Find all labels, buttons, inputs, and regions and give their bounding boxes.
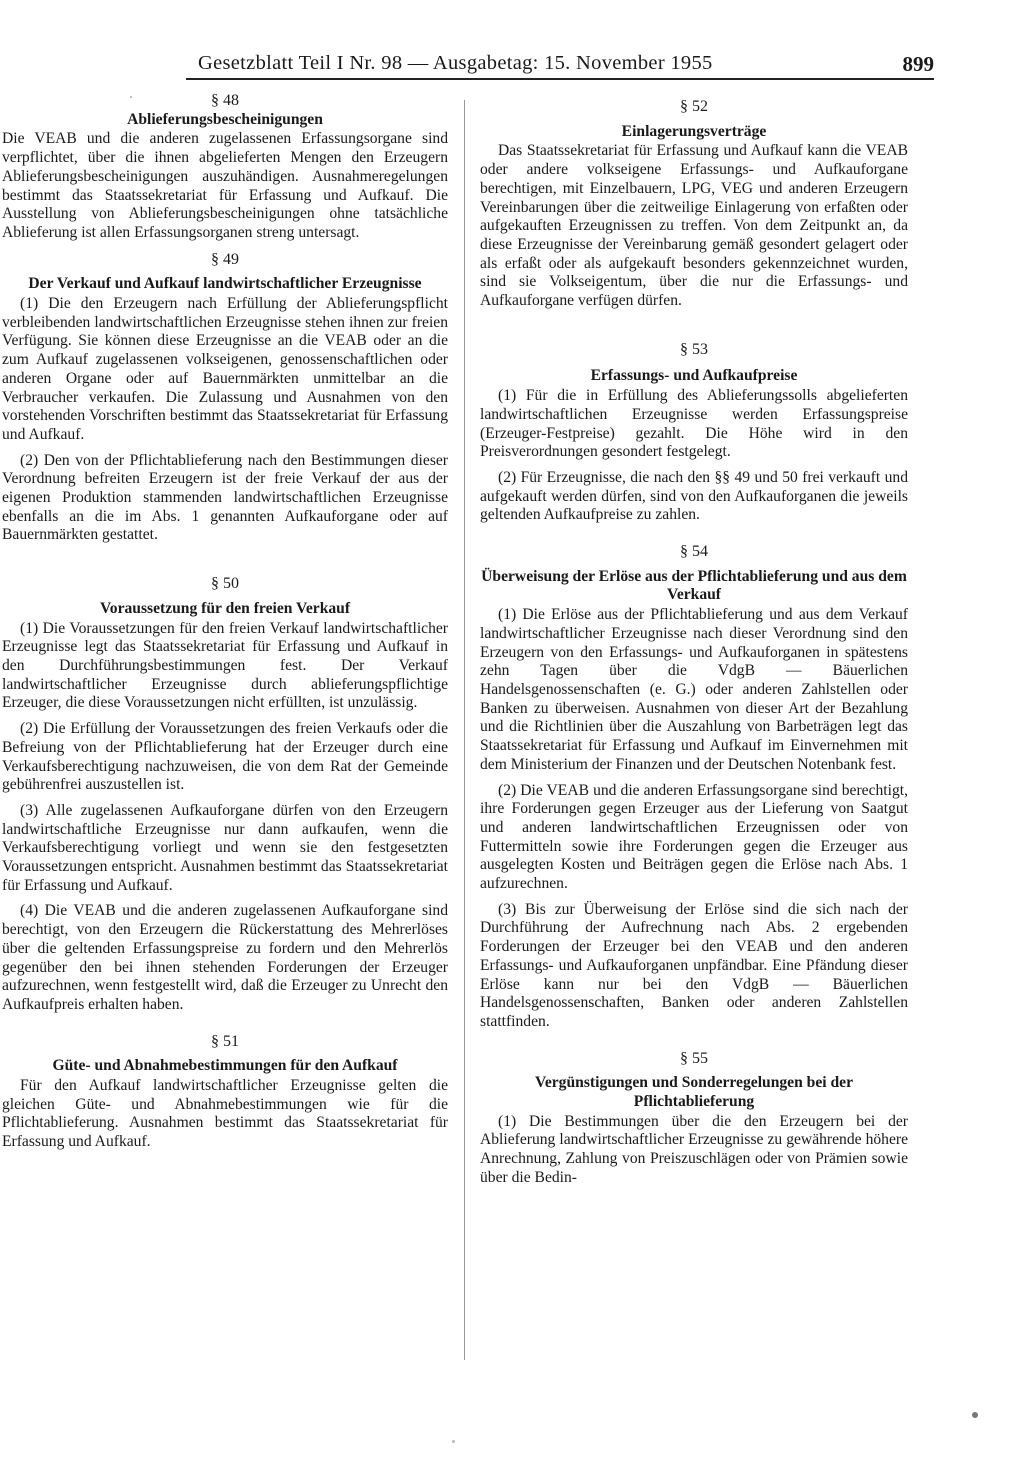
- paragraph: Für den Aufkauf landwirtschaftlicher Erzeugnisse gelten die gleichen Güte- und Abnahmebestimmungen wie für die Pflichtablieferung. Ausnahmen bestimmt das Staatssekretariat für Erfassung und Aufkauf.: [2, 1077, 448, 1151]
- paragraph: Das Staatssekretariat für Erfassung und Aufkauf kann die VEAB oder andere volkseigene Erfassungs- und Aufkauforgane berechtigen, mit Einzelbauern, LPG, VEG und anderen Erzeugern Vereinbarungen über die zeitweilige Einlagerung von erfaßten oder aufgekauften Erzeugnissen zu treffen. Von dem Zeitpunkt an, da diese Erzeugnisse der Vereinbarung gemäß gesondert gelagert oder als erfaßt oder als aufgekauft besonders gekennzeichnet wurden, sind sie Volkseigentum, über die nur die Erfassungs- und Aufkauforgane verfügen dürfen.: [480, 142, 908, 310]
- spacer: [480, 1032, 908, 1050]
- section-number: § 52: [680, 98, 708, 115]
- section-number: § 54: [680, 543, 708, 561]
- section-52: [480, 98, 908, 311]
- paragraph: (3) Bis zur Überweisung der Erlöse sind die sich nach der Durchführung der Aufrechnung nach Abs. 2 ergebenden Forderungen der Erzeuger bei den VEAB und den anderen Erfassungs- und Aufkauforganen unpfändbar. Eine Pfändung dieser Erlöse kann nur bei den VdgB — Bäuerlichen Handelsgenossenschaften, Banken oder anderen Zahlstellen stattfinden.: [480, 900, 908, 1030]
- paragraph: (1) Die Bestimmungen über die den Erzeugern bei der Ablieferung landwirtschaftlicher Erzeugnisse zu gewährende höhere Anrechnung, Zahlung von Preiszuschlägen oder von Prämien sowie über die Bedin-: [480, 1112, 908, 1186]
- page-header: [190, 52, 934, 78]
- section-50: [2, 575, 448, 1014]
- paragraph: (1) Die Erlöse aus der Pflichtablieferung und aus dem Verkauf landwirtschaftlicher Erzeugnisse nach dieser Verordnung sind den Erzeugern von den Erfassungs- und Aufkauforganen in spätestens zehn Tagen über die VdgB — Bäuerlichen Handelsgenossenschaften (e. G.) oder anderen Zahlstellen oder Banken zu überweisen. Ausnahmen von dieser Art der Bezahlung und die Richtlinien über die Auszahlung von Barbeträgen legt das Staatssekretariat für Erfassung und Aufkauf im Einvernehmen mit dem Ministerium der Finanzen und der Deutschen Notenbank fest.: [480, 606, 908, 773]
- spacer: [480, 525, 908, 543]
- section-title: Überweisung der Erlöse aus der Pflichtablieferung und aus dem Verkauf: [481, 567, 907, 604]
- section-title: Ablieferungsbescheinigungen: [127, 110, 323, 128]
- paragraph: (2) Die VEAB und die anderen Erfassungsorgane sind berechtigt, ihre Forderungen gegen Erzeuger aus der Lieferung von Saatgut und anderen landwirtschaftlichen Erzeugnissen oder von Futtermitteln sowie ihre Forderungen gegen die Erzeuger aus ausgelegten Kosten und Beiträgen gegen die Erlöse nach Abs. 1 aufzurechnen.: [480, 781, 908, 893]
- section-number: § 51: [211, 1032, 239, 1050]
- section-number: § 49: [211, 250, 239, 268]
- paragraph: (2) Den von der Pflichtablieferung nach den Bestimmungen dieser Verordnung befreiten Erzeugern ist der freie Verkauf der aus der eigenen Produktion stammenden landwirtschaftlichen Erzeugnisse ebenfalls an die im Abs. 1 genannten Aufkauforgane oder auf Bauernmärkten gestattet.: [2, 451, 448, 544]
- paragraph: (1) Für die in Erfüllung des Ablieferungssolls abgelieferten landwirtschaftlichen Erzeugnisse werden Erfassungspreise (Erzeuger-Festpreise) gezahlt. Die Höhe wird in den Preisverordnungen gesondert festgelegt.: [480, 387, 908, 461]
- paragraph: (1) Die den Erzeugern nach Erfüllung der Ablieferungspflicht verbleibenden landwirtschaftlichen Erzeugnisse stehen ihnen zur freien Verfügung. Sie können diese Erzeugnisse an die VEAB oder an die zum Aufkauf zugelassenen volkseigenen, genossenschaftlichen oder anderen Organe oder auf Bauernmärkten unmittelbar an die Verbraucher verkaufen. Die Zulassung und Ausnahmen von den vorstehenden Vorschriften bestimmt das Staatssekretariat für Erfassung und Aufkauf.: [2, 295, 448, 443]
- header-rule: [186, 78, 934, 80]
- section-55: [480, 1050, 908, 1188]
- header-title: Gesetzblatt Teil I Nr. 98 — Ausgabetag: 15. November 1955: [198, 52, 713, 74]
- scan-speck: [452, 1440, 455, 1443]
- section-title: Einlagerungsverträge: [621, 122, 767, 140]
- page-number: 899: [902, 52, 934, 76]
- scan-speck: [130, 96, 132, 98]
- paragraph: Die VEAB und die anderen zugelassenen Erfassungsorgane sind verpflichtet, über die ihnen abgelieferten Mengen den Erzeugern Ablieferungsbescheinigungen auszuhändigen. Ausnahmeregelungen bestimmt das Staatssekretariat für Erfassung und Aufkauf. Die Ausstellung von Ablieferungsbescheinigungen ohne tatsächliche Ablieferung ist allen Erfassungsorganen streng untersagt.: [2, 130, 448, 241]
- section-53: [480, 341, 908, 525]
- section-number: § 55: [680, 1049, 708, 1067]
- section-51: [2, 1033, 448, 1152]
- section-title: Vergünstigungen und Sonderregelungen bei der Pflichtablieferung: [535, 1074, 853, 1111]
- spacer: [480, 311, 908, 341]
- paragraph: (3) Alle zugelassenen Aufkauforgane dürfen von den Erzeugern landwirtschaftliche Erzeugnisse nur dann aufkaufen, wenn die Verkaufsberechtigung vorliegt und wenn sie den festgesetzten Voraussetzungen entspricht. Ausnahmen bestimmt das Staatssekretariat für Erfassung und Aufkauf.: [2, 801, 448, 894]
- paragraph: (2) Die Erfüllung der Voraussetzungen des freien Verkaufs oder die Befreiung von der Pflichtablieferung hat der Erzeuger durch eine Verkaufsberechtigung nachzuweisen, die von dem Rat der Gemeinde gebührenfrei auszustellen ist.: [2, 720, 448, 794]
- paragraph: (2) Für Erzeugnisse, die nach den §§ 49 und 50 frei verkauft und aufgekauft werden dürfen, sind von den Aufkauforganen die jeweils geltenden Aufkaufpreise zu zahlen.: [480, 468, 908, 524]
- spacer: [2, 1015, 448, 1033]
- section-49: [2, 251, 448, 546]
- section-number: § 53: [680, 340, 708, 358]
- section-number: § 48: [211, 92, 239, 109]
- section-title: Voraussetzung für den freien Verkauf: [99, 599, 351, 617]
- paragraph: (4) Die VEAB und die anderen zugelassenen Aufkauforgane sind berechtigt, von den Erzeugern die Rückerstattung des Mehrerlöses über die geltenden Erfassungspreise zu fordern und den Mehrerlös gegenüber den bei ihnen stehenden Forderungen der Erzeuger aufzurechnen, wenn festgestellt wird, daß die Erzeuger zu Unrecht den Aufkaufpreis erhalten haben.: [2, 902, 448, 1013]
- spacer: [2, 545, 448, 575]
- scan-speck: [972, 1412, 978, 1418]
- spacer: [2, 243, 448, 251]
- section-54: [480, 543, 908, 1032]
- left-column: [2, 92, 448, 1152]
- section-title: Der Verkauf und Aufkauf landwirtschaftlicher Erzeugnisse: [28, 275, 422, 293]
- section-48: [2, 92, 448, 243]
- section-title: Erfassungs- und Aufkaufpreise: [590, 367, 798, 385]
- column-divider: [464, 100, 465, 1360]
- right-column: [480, 98, 908, 1188]
- paragraph: (1) Die Voraussetzungen für den freien Verkauf landwirtschaftlicher Erzeugnisse legt das Staatssekretariat für Erfassung und Aufkauf in den Durchführungsbestimmungen fest. Der Verkauf landwirtschaftlicher Erzeugnisse durch ablieferungspflichtige Erzeuger, die diese Voraussetzungen nicht erfüllten, ist unzulässig.: [2, 619, 448, 712]
- section-number: § 50: [211, 575, 239, 593]
- section-title: Güte- und Abnahmebestimmungen für den Aufkauf: [52, 1057, 398, 1075]
